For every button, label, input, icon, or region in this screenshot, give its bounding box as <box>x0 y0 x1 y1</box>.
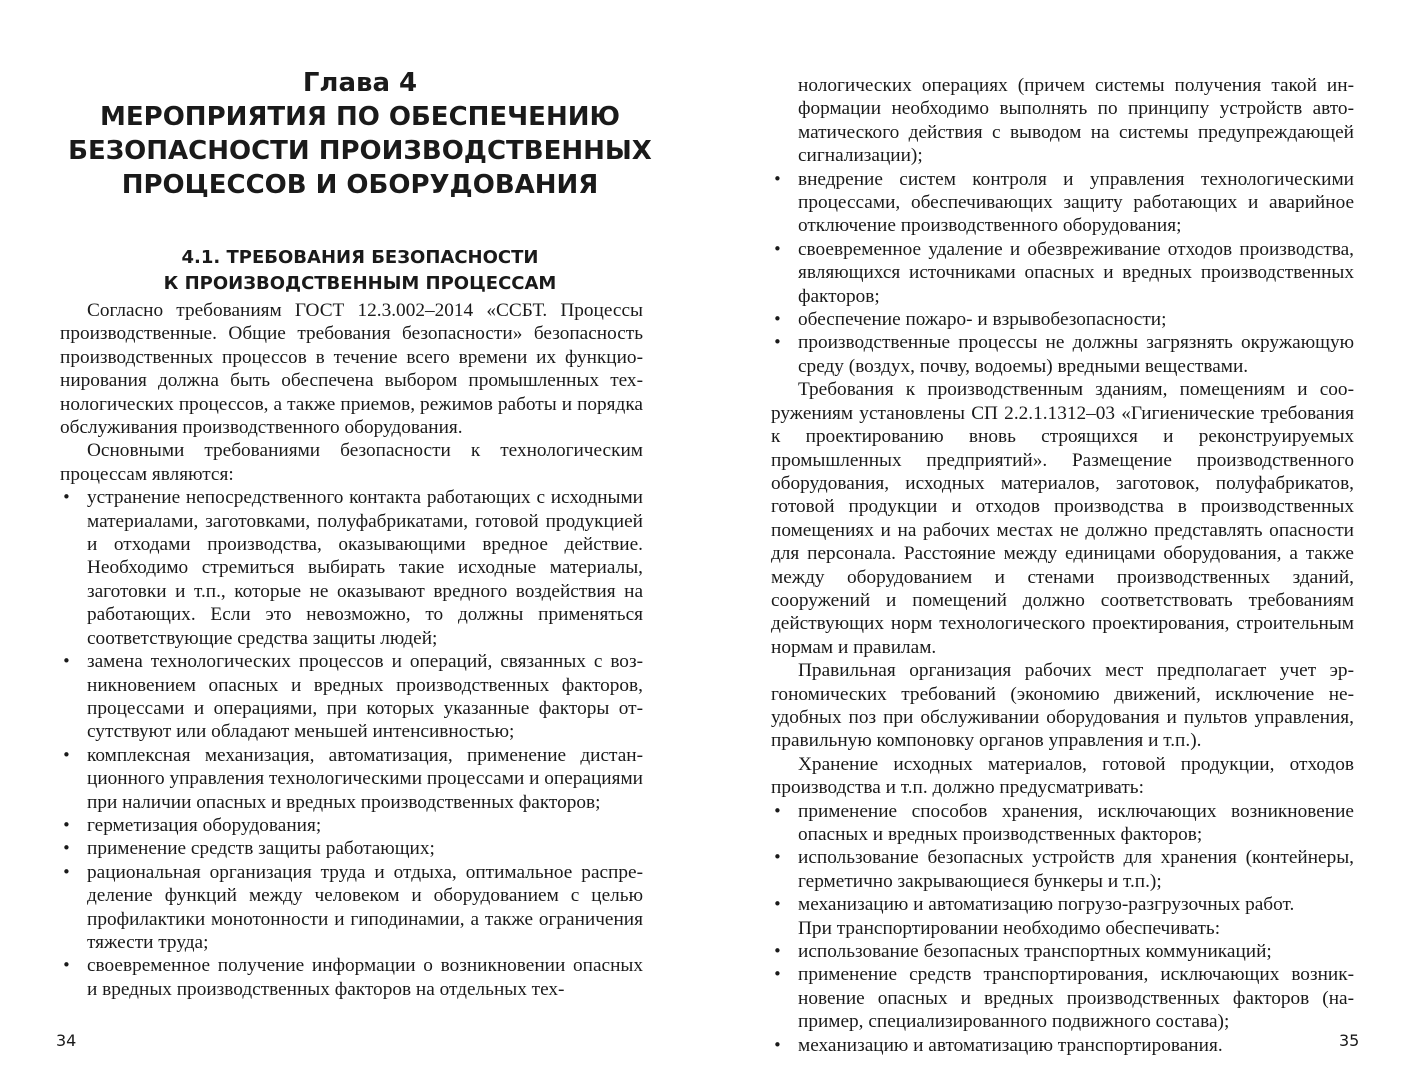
bullet-item: • использование безопасных транспортных коммуникаций; <box>771 940 1354 963</box>
bullet-item: • обеспечение пожаро- и взрывобезопасности; <box>771 308 1354 331</box>
bullet-item: • использование безопасных устройств для хранения (контейнеры, герметично закрывающиеся бункеры и т.п.); <box>771 846 1354 893</box>
bullet-item: • замена технологических процессов и операций, связанных с возникновением опасных и вредных производственных факторов, процессами и операциями, при которых указанные факторы отсутствуют или обладают меньшей интенсивностью; <box>60 650 643 744</box>
bullet-item: • герметизация оборудования; <box>60 814 643 837</box>
section-heading-line: К ПРОИЗВОДСТВЕННЫМ ПРОЦЕССАМ <box>163 273 557 294</box>
paragraph: Правильная организация рабочих мест предполагает учет эргономических требований (экономию движений, исключение неудобных поз при обслуживании оборудования и пультов управления, правильную компоновку органов управления и т.п.). <box>771 660 1354 752</box>
page-number: 35 <box>1339 1031 1360 1050</box>
chapter-title-line: ПРОЦЕССОВ И ОБОРУДОВАНИЯ <box>121 170 599 200</box>
page-number: 34 <box>56 1031 77 1050</box>
bullet-continuation <box>771 74 1354 168</box>
bullet-item: • механизацию и автоматизацию транспортирования. <box>771 1034 1354 1057</box>
chapter-title-line: МЕРОПРИЯТИЯ ПО ОБЕСПЕЧЕНИЮ <box>100 102 620 132</box>
left-text-column <box>60 299 643 1001</box>
bullet-item: • внедрение систем контроля и управления технологическими процессами, обеспечивающих защиту работающих и аварийное отключение производственного оборудования; <box>771 168 1354 238</box>
chapter-title-line: БЕЗОПАСНОСТИ ПРОИЗВОДСТВЕННЫХ <box>68 136 652 166</box>
bullet-item: • устранение непосредственного контакта работающих с исходными материалами, заготовками, полуфабрикатами, готовой продукцией и отходами производства, оказывающими вредное действие. Необходимо стремиться выбирать такие исходные материалы, заготовки и т.п., которые не оказывают вредного воздействия на работающих. Если это невозможно, то должны применяться соответствующие средства защиты людей; <box>60 486 643 650</box>
bullet-continuation-text: нологических операциях (причем системы получения такой информации необходимо выполнять по принципу устройств автоматического действия с выводом на системы предупреждающей сигнализации); <box>798 75 1354 167</box>
bullet-item: • своевременное удаление и обезвреживание отходов производства, являющихся источниками опасных и вредных производственных факторов; <box>771 238 1354 308</box>
right-page <box>703 0 1406 1080</box>
bullet-item: • своевременное получение информации о возникновении опасных и вредных производственных факторов на отдельных тех- <box>60 954 643 1001</box>
section-heading <box>60 245 660 297</box>
paragraph: Хранение исходных материалов, готовой продукции, отходов производства и т.п. должно предусматривать: <box>771 753 1354 799</box>
right-text-column <box>771 74 1354 1057</box>
chapter-heading <box>60 66 660 202</box>
section-heading-line: 4.1. ТРЕБОВАНИЯ БЕЗОПАСНОСТИ <box>181 247 539 268</box>
paragraph: Согласно требованиям ГОСТ 12.3.002–2014 «ССБТ. Процессы производственные. Общие требования безопасности» безопасность производственных процессов в течение всего времени их функционирования должна быть обеспечена выбором промышленных технологических процессов, а также приемов, режимов работы и порядка обслуживания производственного оборудования. <box>60 300 643 439</box>
paragraph: Основными требованиями безопасности к технологическим процессам являются: <box>60 440 643 485</box>
bullet-item: • комплексная механизация, автоматизация, применение дистанционного управления технологическими процессами и операциями при наличии опасных и вредных производственных факторов; <box>60 744 643 814</box>
bullet-item: • применение средств транспортирования, исключающих возникновение опасных и вредных производственных факторов (например, специализированного подвижного состава); <box>771 963 1354 1033</box>
bullet-item: • применение средств защиты работающих; <box>60 837 643 860</box>
paragraph: Требования к производственным зданиям, помещениям и сооружениям установлены СП 2.2.1.1312–03 «Гигиенические требования к проектированию вновь строящихся и реконструируемых промышленных предприятий». Размещение производственного оборудования, исходных материалов, заготовок, полуфабрикатов, готовой продукции и отходов производства в производственных помещениях и на рабочих местах не должно представлять опасности для персонала. Расстояние между единицами оборудования, а также между оборудованием и стенами производственных зданий, сооружений и помещений должно соответствовать требованиям действующих норм технологического проектирования, строительным нормам и правилам. <box>771 379 1354 658</box>
bullet-item: • рациональная организация труда и отдыха, оптимальное распределение функций между человеком и оборудованием с целью профилактики монотонности и гиподинамии, а также ограничения тяжести труда; <box>60 861 643 955</box>
bullet-item: • применение способов хранения, исключающих возникновение опасных и вредных производственных факторов; <box>771 800 1354 847</box>
bullet-item: • производственные процессы не должны загрязнять окружающую среду (воздух, почву, водоемы) вредными веществами. <box>771 331 1354 378</box>
paragraph: При транспортировании необходимо обеспечивать: <box>798 917 1221 939</box>
chapter-label: Глава 4 <box>302 68 418 98</box>
bullet-item: • механизацию и автоматизацию погрузо-разгрузочных работ. <box>771 893 1354 916</box>
